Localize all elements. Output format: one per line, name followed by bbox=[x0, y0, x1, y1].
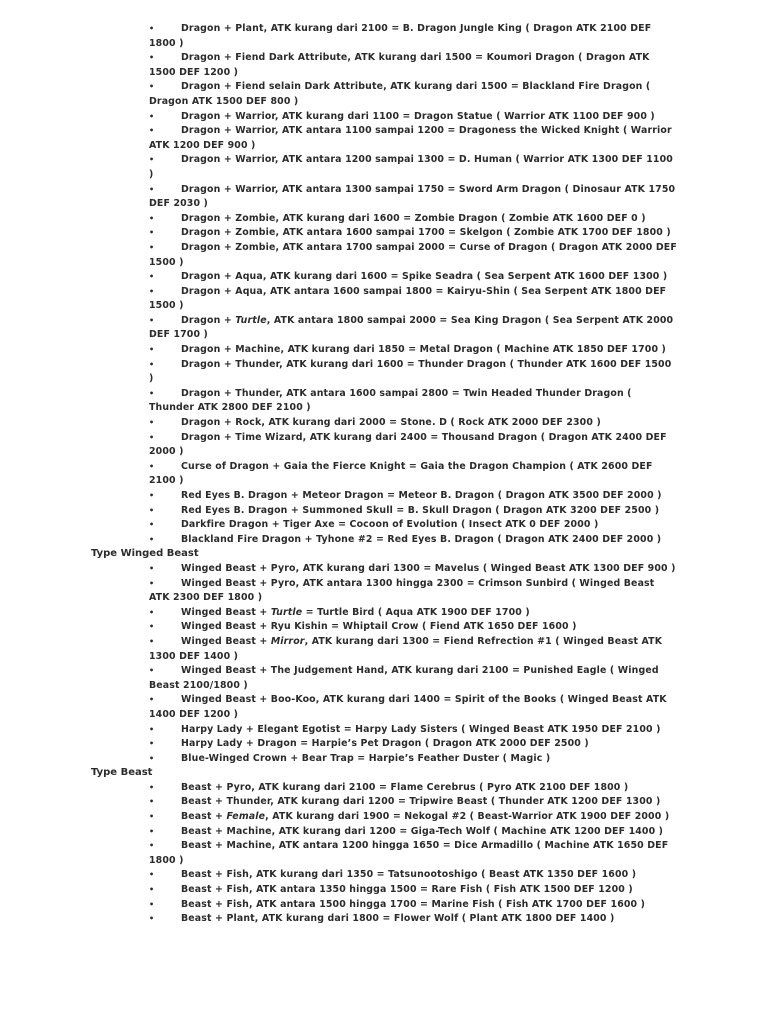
text-run: Red Eyes B. Dragon + Summoned Skull = B. Skull Dragon ( Dragon ATK 3200 DEF 2500 ) bbox=[181, 504, 660, 516]
list-item-text bbox=[149, 431, 677, 460]
text-run: Winged Beast + Ryu Kishin = Whiptail Crow ( Fiend ATK 1650 DEF 1600 ) bbox=[181, 621, 577, 633]
bullet-icon: • bbox=[149, 155, 155, 165]
list-item bbox=[149, 898, 677, 913]
text-run: , ATK kurang dari 1300 = Fiend Refrection #1 ( Winged Beast ATK 1300 DEF 1400 ) bbox=[149, 635, 663, 662]
text-run: Dragon + Warrior, ATK antara 1300 sampai 1750 = Sword Arm Dragon ( Dinosaur ATK 1750 DEF 2030 ) bbox=[149, 183, 676, 210]
text-run: Beast + bbox=[181, 811, 227, 823]
list-item bbox=[149, 883, 677, 898]
text-run: Dragon + bbox=[181, 314, 236, 326]
list-item bbox=[149, 810, 677, 825]
list-item-text bbox=[149, 723, 677, 738]
list-item-text bbox=[149, 635, 677, 664]
list-item-text bbox=[149, 839, 677, 868]
list-item-text bbox=[149, 737, 677, 752]
bullet-icon: • bbox=[149, 520, 155, 530]
text-run: Dragon + Warrior, ATK kurang dari 1100 = Dragon Statue ( Warrior ATK 1100 DEF 900 ) bbox=[181, 110, 655, 122]
list-item-text bbox=[149, 795, 677, 810]
text-run: Dragon + Fiend Dark Attribute, ATK kurang dari 1500 = Koumori Dragon ( Dragon ATK 1500 DEF 1200 ) bbox=[149, 52, 650, 78]
list-item bbox=[149, 416, 677, 431]
list-item bbox=[149, 912, 677, 927]
list-item-text bbox=[149, 868, 677, 883]
text-run: Beast + Fish, ATK kurang dari 1350 = Tatsunootoshigo ( Beast ATK 1350 DEF 1600 ) bbox=[181, 869, 637, 881]
bullet-icon: • bbox=[149, 505, 155, 515]
list-item-text bbox=[149, 518, 677, 533]
bullet-icon: • bbox=[149, 491, 155, 500]
list-item bbox=[149, 868, 677, 883]
text-run: Beast + Machine, ATK kurang dari 1200 = Giga-Tech Wolf ( Machine ATK 1200 DEF 1400 ) bbox=[181, 825, 664, 837]
list-item bbox=[149, 825, 677, 840]
list-item-text bbox=[149, 212, 677, 227]
bullet-icon: • bbox=[149, 782, 155, 792]
list-item bbox=[149, 620, 677, 635]
section-heading: Type Beast bbox=[91, 767, 153, 779]
text-run: Dragon + Time Wizard, ATK kurang dari 2400 = Thousand Dragon ( Dragon ATK 2400 DEF 2000 ) bbox=[149, 431, 667, 458]
text-run: Dragon + Zombie, ATK kurang dari 1600 = Zombie Dragon ( Zombie ATK 1600 DEF 0 ) bbox=[181, 212, 646, 224]
text-run: Blackland Fire Dragon + Tyhone #2 = Red Eyes B. Dragon ( Dragon ATK 2400 DEF 2000 ) bbox=[181, 533, 662, 545]
list-item-text bbox=[149, 898, 677, 913]
list-item bbox=[149, 80, 677, 109]
list-item bbox=[149, 693, 677, 722]
list-item bbox=[149, 212, 677, 227]
list-item bbox=[149, 518, 677, 533]
bullet-icon: • bbox=[149, 286, 155, 296]
text-run: Dragon + Warrior, ATK antara 1100 sampai 1200 = Dragoness the Wicked Knight ( Warrior ATK 1200 DEF 900 ) bbox=[149, 125, 672, 151]
bullet-icon: • bbox=[149, 242, 155, 252]
list-item bbox=[149, 183, 677, 212]
bullet-icon: • bbox=[149, 213, 155, 223]
bullet-icon: • bbox=[149, 636, 155, 646]
text-run: Darkfire Dragon + Tiger Axe = Cocoon of Evolution ( Insect ATK 0 DEF 2000 ) bbox=[181, 519, 599, 531]
list-item-text bbox=[149, 51, 677, 80]
bullet-icon: • bbox=[149, 534, 155, 544]
text-run: Winged Beast + Boo-Koo, ATK kurang dari 1400 = Spirit of the Books ( Winged Beast ATK 1400 DEF 1200 ) bbox=[149, 694, 667, 720]
text-run: Beast + Fish, ATK antara 1500 hingga 1700 = Marine Fish ( Fish ATK 1700 DEF 1600 ) bbox=[181, 898, 646, 910]
list-item-text bbox=[149, 387, 677, 416]
list-item-text bbox=[149, 358, 677, 387]
bullet-icon: • bbox=[149, 666, 155, 676]
list-item-text bbox=[149, 620, 677, 635]
list-item bbox=[149, 460, 677, 489]
text-run: Dragon + Warrior, ATK antara 1200 sampai 1300 = D. Human ( Warrior ATK 1300 DEF 1100 ) bbox=[149, 154, 673, 180]
list-item-text bbox=[149, 883, 677, 898]
text-run: Red Eyes B. Dragon + Meteor Dragon = Meteor B. Dragon ( Dragon ATK 3500 DEF 2000 ) bbox=[181, 490, 662, 501]
list-item bbox=[149, 285, 677, 314]
bullet-icon: • bbox=[149, 812, 155, 822]
bullet-icon: • bbox=[149, 724, 155, 734]
list-item-text bbox=[149, 460, 677, 489]
text-run: Winged Beast + Pyro, ATK kurang dari 1300 = Mavelus ( Winged Beast ATK 1300 DEF 900 ) bbox=[181, 562, 676, 574]
list-item-text bbox=[149, 183, 677, 212]
italic-term: Female bbox=[226, 811, 266, 823]
list-item-text bbox=[149, 533, 677, 548]
text-run: Dragon + Aqua, ATK kurang dari 1600 = Spike Seadra ( Sea Serpent ATK 1600 DEF 1300 ) bbox=[181, 271, 668, 283]
text-run: Dragon + Thunder, ATK kurang dari 1600 = Thunder Dragon ( Thunder ATK 1600 DEF 1500 ) bbox=[149, 358, 672, 385]
text-run: Dragon + Zombie, ATK antara 1600 sampai 1700 = Skelgon ( Zombie ATK 1700 DEF 1800 ) bbox=[181, 227, 671, 239]
text-run: Winged Beast + bbox=[181, 606, 271, 618]
bullet-icon: • bbox=[149, 826, 155, 836]
list-item bbox=[149, 752, 677, 767]
bullet-icon: • bbox=[149, 111, 155, 121]
text-run: , ATK kurang dari 1900 = Nekogal #2 ( Beast-Warrior ATK 1900 DEF 2000 ) bbox=[265, 811, 670, 823]
bullet-icon: • bbox=[149, 841, 155, 851]
bullet-icon: • bbox=[149, 432, 155, 442]
text-run: Harpy Lady + Dragon = Harpie’s Pet Dragon ( Dragon ATK 2000 DEF 2500 ) bbox=[181, 738, 589, 750]
list-item bbox=[149, 606, 677, 621]
list-item-text bbox=[149, 825, 677, 840]
bullet-icon: • bbox=[149, 753, 155, 763]
list-item-text bbox=[149, 912, 677, 927]
text-run: Beast + Thunder, ATK kurang dari 1200 = Tripwire Beast ( Thunder ATK 1200 DEF 1300 ) bbox=[181, 796, 661, 808]
list-item-text bbox=[149, 416, 677, 431]
list-item-text bbox=[149, 343, 677, 358]
text-run: Blue-Winged Crown + Bear Trap = Harpie’s Feather Duster ( Magic ) bbox=[181, 752, 551, 764]
list-item-text bbox=[149, 270, 677, 285]
bullet-icon: • bbox=[149, 24, 155, 33]
list-item bbox=[149, 110, 677, 125]
text-run: = Turtle Bird ( Aqua ATK 1900 DEF 1700 ) bbox=[302, 606, 530, 618]
bullet-icon: • bbox=[149, 184, 155, 194]
text-run: Dragon + Machine, ATK kurang dari 1850 = Metal Dragon ( Machine ATK 1850 DEF 1700 ) bbox=[181, 344, 666, 356]
list-item-text bbox=[149, 22, 677, 51]
list-item bbox=[149, 241, 677, 270]
list-item bbox=[149, 737, 677, 752]
list-item bbox=[149, 504, 677, 519]
section-heading: Type Winged Beast bbox=[91, 548, 199, 560]
bullet-icon: • bbox=[149, 82, 155, 92]
list-item-text bbox=[149, 781, 677, 796]
list-item-text bbox=[149, 80, 677, 109]
text-run: Dragon + Aqua, ATK antara 1600 sampai 1800 = Kairyu-Shin ( Sea Serpent ATK 1800 DEF 1500 ) bbox=[149, 285, 667, 312]
list-item bbox=[149, 839, 677, 868]
list-item bbox=[149, 431, 677, 460]
list-item bbox=[149, 343, 677, 358]
text-run: Beast + Machine, ATK antara 1200 hingga 1650 = Dice Armadillo ( Machine ATK 1650 DEF 1800 ) bbox=[149, 840, 669, 866]
bullet-icon: • bbox=[149, 126, 155, 136]
list-item-text bbox=[149, 153, 677, 182]
list-item-text bbox=[149, 664, 677, 693]
list-item bbox=[149, 358, 677, 387]
list-item bbox=[149, 577, 677, 606]
bullet-icon: • bbox=[149, 899, 155, 909]
list-item bbox=[149, 533, 677, 548]
bullet-icon: • bbox=[149, 228, 155, 238]
list-item-text bbox=[149, 124, 677, 153]
list-item bbox=[149, 51, 677, 80]
text-run: Winged Beast + The Judgement Hand, ATK kurang dari 2100 = Punished Eagle ( Winged Beast 2100/1800 ) bbox=[149, 665, 659, 691]
list-item bbox=[149, 489, 677, 504]
text-run: Beast + Pyro, ATK kurang dari 2100 = Flame Cerebrus ( Pyro ATK 2100 DEF 1800 ) bbox=[181, 781, 629, 793]
bullet-icon: • bbox=[149, 388, 155, 398]
list-item bbox=[149, 387, 677, 416]
italic-term: Turtle bbox=[235, 314, 267, 326]
list-item-text bbox=[149, 577, 677, 606]
text-run: Beast + Plant, ATK kurang dari 1800 = Flower Wolf ( Plant ATK 1800 DEF 1400 ) bbox=[181, 913, 615, 925]
list-item-text bbox=[149, 314, 677, 343]
list-item-text bbox=[149, 489, 677, 504]
list-item bbox=[149, 781, 677, 796]
italic-term: Turtle bbox=[270, 606, 303, 618]
list-item bbox=[149, 723, 677, 738]
list-item bbox=[149, 664, 677, 693]
bullet-icon: • bbox=[149, 53, 155, 63]
text-run: , ATK antara 1800 sampai 2000 = Sea King Dragon ( Sea Serpent ATK 2000 DEF 1700 ) bbox=[149, 314, 674, 341]
bullet-icon: • bbox=[149, 461, 155, 471]
list-item bbox=[149, 22, 677, 51]
list-item bbox=[149, 270, 677, 285]
bullet-icon: • bbox=[149, 797, 155, 807]
bullet-icon: • bbox=[149, 563, 155, 573]
list-item-text bbox=[149, 562, 677, 577]
text-run: Winged Beast + Pyro, ATK antara 1300 hingga 2300 = Crimson Sunbird ( Winged Beast ATK 2300 DEF 1800 ) bbox=[149, 577, 655, 604]
list-item-text bbox=[149, 110, 677, 125]
list-item-text bbox=[149, 241, 677, 270]
bullet-icon: • bbox=[149, 315, 155, 325]
bullet-icon: • bbox=[149, 622, 155, 632]
list-item bbox=[149, 635, 677, 664]
list-item-text bbox=[149, 752, 677, 767]
list-item-text bbox=[149, 226, 677, 241]
text-run: Dragon + Fiend selain Dark Attribute, ATK kurang dari 1500 = Blackland Fire Dragon ( Dragon ATK 1500 DEF 800 ) bbox=[149, 81, 651, 107]
bullet-icon: • bbox=[149, 272, 155, 282]
bullet-icon: • bbox=[149, 695, 155, 705]
list-item bbox=[149, 314, 677, 343]
list-item-text bbox=[149, 693, 677, 722]
bullet-icon: • bbox=[149, 885, 155, 895]
list-item bbox=[149, 124, 677, 153]
bullet-icon: • bbox=[149, 578, 155, 588]
list-item-text bbox=[149, 810, 677, 825]
list-item-text bbox=[149, 504, 677, 519]
text-run: Curse of Dragon + Gaia the Fierce Knight = Gaia the Dragon Champion ( ATK 2600 DEF 2100 ) bbox=[149, 460, 653, 487]
list-item-text bbox=[149, 285, 677, 314]
italic-term: Mirror bbox=[270, 635, 305, 647]
text-run: Winged Beast + bbox=[181, 635, 271, 647]
text-run: Beast + Fish, ATK antara 1350 hingga 1500 = Rare Fish ( Fish ATK 1500 DEF 1200 ) bbox=[181, 884, 633, 896]
bullet-icon: • bbox=[149, 345, 155, 355]
text-run: Dragon + Rock, ATK kurang dari 2000 = Stone. D ( Rock ATK 2000 DEF 2300 ) bbox=[181, 417, 601, 429]
list-item bbox=[149, 226, 677, 241]
document-body bbox=[0, 22, 768, 927]
list-item bbox=[149, 153, 677, 182]
list-item-text bbox=[149, 606, 677, 621]
text-run: Dragon + Zombie, ATK antara 1700 sampai 2000 = Curse of Dragon ( Dragon ATK 2000 DEF 1500 ) bbox=[149, 241, 677, 268]
list-item bbox=[149, 795, 677, 810]
text-run: Dragon + Plant, ATK kurang dari 2100 = B. Dragon Jungle King ( Dragon ATK 2100 DEF 1800 ) bbox=[149, 23, 652, 49]
text-run: Harpy Lady + Elegant Egotist = Harpy Lady Sisters ( Winged Beast ATK 1950 DEF 2100 ) bbox=[181, 723, 661, 735]
bullet-icon: • bbox=[149, 418, 155, 428]
bullet-icon: • bbox=[149, 870, 155, 880]
bullet-icon: • bbox=[149, 914, 155, 924]
bullet-icon: • bbox=[149, 359, 155, 369]
bullet-icon: • bbox=[149, 607, 155, 617]
list-item bbox=[149, 562, 677, 577]
text-run: Dragon + Thunder, ATK antara 1600 sampai 2800 = Twin Headed Thunder Dragon ( Thunder ATK 2800 DEF 2100 ) bbox=[149, 387, 632, 414]
bullet-icon: • bbox=[149, 739, 155, 749]
